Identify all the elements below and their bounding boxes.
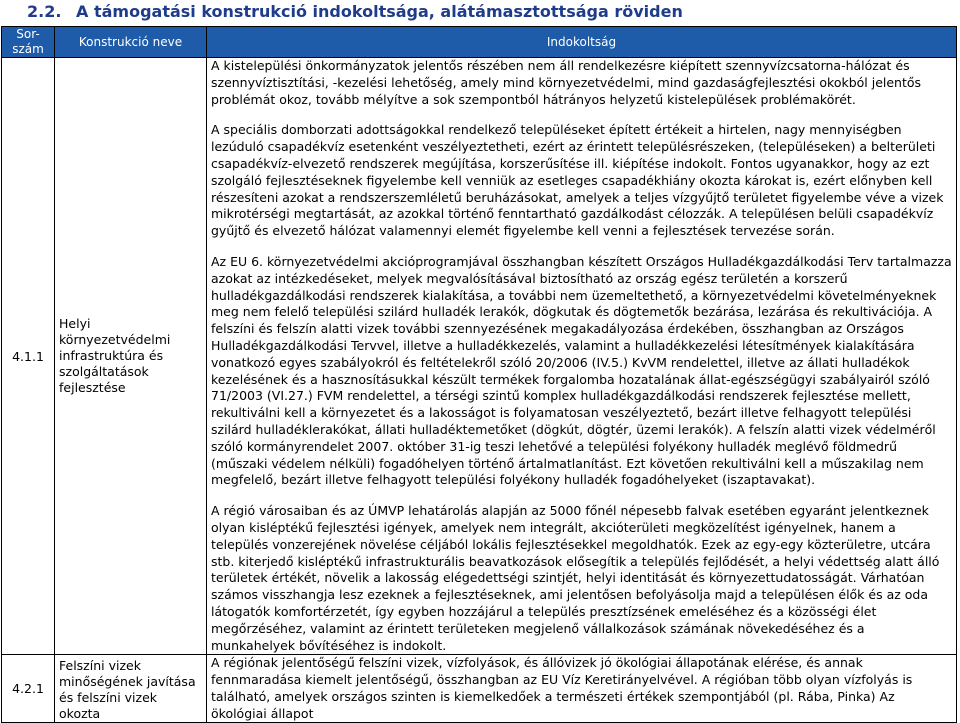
section-title: A támogatási konstrukció indokoltsága, alátámasztottsága röviden bbox=[76, 2, 683, 21]
table-row bbox=[2, 655, 957, 723]
table-row bbox=[2, 58, 957, 655]
construction-table bbox=[1, 26, 957, 723]
column-header-justification: Indokoltság bbox=[207, 27, 957, 58]
justification-paragraph: A régió városaiban és az ÚMVP lehatárolás alapján az 5000 főnél népesebb falvak esetében egyaránt jelentkeznek olyan kisléptékű fejlesztési igények, amelyek nem integrált, akcióterületi megközelítést igényelnek, hanem a település vonzerejének növelése céljából lokális fejlesztésekkel megoldhatók. Ezek az egy-egy közterületre, utcára stb. kiterjedő kisléptékű infrastrukturális beavatkozások elősegítik a település fejlődését, a helyi védettség alatt álló területek értékét, növelik a lakosság elégedettségi szintjét, helyi identitását és környezettudatosságát. Várhatóan számos visszhangja lesz ezeknek a fejlesztéseknek, ami jelentősen befolyásolja majd a településen élők és az oda látogatók komfortérzetét, így egyben hozzájárul a település presztízsének emeléséhez és a közösségi élet megőrzéséhez, valamint az érintett területeken megjelenő vállalkozások számának növekedéséhez és a munkahelyek bővítéséhez is indokolt. bbox=[211, 503, 940, 653]
section-heading bbox=[0, 0, 960, 24]
row-justification bbox=[207, 655, 957, 723]
table-header-row bbox=[2, 27, 957, 58]
justification-paragraph: A speciális domborzati adottságokkal rendelkező településeket épített értékeit a hirtelen, nagy mennyiségben lezúduló csapadékvíz esetenként veszélyeztetheti, ezért az érintett településrészeken, (településeken) a belterületi csapadékvíz-elvezető rendszerek megújítása, korszerűsítése ill. kiépítése indokolt. Fontos ugyanakkor, hogy az ezt szolgáló fejlesztéseknek figyelembe kell venniük az esetleges csapadékhiány okozta károkat is, ezért előnyben kell részesíteni azokat a rendszerszemléletű beruházásokat, amelyek a teljes vízgyűjtő területet figyelembe véve a vizek mikrotérségi megtartását, az azokkal történő fenntartható gazdálkodást célozzák. A településen belüli csapadékvíz gyűjtő és elvezető hálózat valamennyi elemét figyelembe kell venni a fejlesztések tervezése során. bbox=[211, 122, 944, 239]
column-header-serial-line1: Sor- bbox=[16, 27, 40, 41]
column-header-serial-line2: szám bbox=[12, 42, 44, 56]
row-construction-name: Felszíni vizek minőségének javítása és felszíni vizek okozta bbox=[55, 655, 207, 723]
column-header-name: Konstrukció neve bbox=[55, 27, 207, 58]
justification-paragraph: A régiónak jelentőségű felszíni vizek, vízfolyások, és állóvizek jó ökológiai állapotának elérése, és annak fennmaradása kiemelt jelentőségű, összhangban az EU Víz Keretirányelvével. A régióban több olyan vízfolyás is található, amelyek országos szinten is kiemelkedőek a természeti értékek szempontjából (pl. Rába, Pinka) Az ökológiai állapot bbox=[211, 655, 913, 721]
row-number: 4.2.1 bbox=[2, 655, 55, 723]
column-header-serial bbox=[2, 27, 55, 58]
justification-paragraph: A kistelepülési önkormányzatok jelentős részében nem áll rendelkezésre kiépített szennyvízcsatorna-hálózat és szennyvíztisztítási, -kezelési lehetőség, amely mind környezetvédelmi, mind gazdaságfejlesztési okokból jelentős problémát okoz, tovább mélyítve a sok szempontból hátrányos helyzetű kistelepülések problémakörét. bbox=[211, 58, 922, 107]
row-number: 4.1.1 bbox=[2, 58, 55, 655]
justification-paragraph: Az EU 6. környezetvédelmi akcióprogramjával összhangban készített Országos Hulladékgazdálkodási Terv tartalmazza azokat az intézkedéseket, melyek megvalósításával biztosítható az ország egész területén a korszerű hulladékgazdálkodási rendszerek kialakítása, a további nem üzemeltethető, a környezetvédelmi követelményeknek meg nem felelő települési szilárd hulladék lerakók, dögkutak és dögtemetők bezárása, lezárása és rekultivációja. A felszíni és felszín alatti vizek további szennyezésének megakadályozása érdekében, összhangban az Országos Hulladékgazdálkodási Tervvel, illetve a hulladékkezelés, valamint a hulladékkezelési létesítmények kialakítására vonatkozó egyes szabályokról és feltételekről szóló 20/2006 (IV.5.) KvVM rendelettel, illetve az állati hulladékok kezelésének és a hasznosításukkal készült termékek forgalomba hozatalának állat-egészségügyi szabályairól szóló 71/2003 (VI.27.) FVM rendelettel, a térségi szintű komplex hulladékgazdálkodási rendszerek fejlesztése mellett, rekultiválni kell a környezetet és a lakosságot is folyamatosan veszélyeztető, bezárt illetve felhagyott települési szilárd hulladéklerakókat, állati hulladéktemetőket (dögkút, dögtér, üzemi lerakók). A felszín alatti vizek védelméről szóló kormányrendelet 2007. október 31-ig teszi lehetővé a települési folyékony hulladék meglévő földmedrű (műszaki védelem nélküli) fogadóhelyen történő ártalmatlanítást. Ezt követően rekultiválni kell a műszakilag nem megfelelő, bezárt illetve felhagyott települési folyékony hulladék fogadóhelyeket (iszaptavakat). bbox=[211, 253, 952, 488]
row-justification bbox=[207, 58, 957, 655]
row-construction-name: Helyi környezetvédelmi infrastruktúra és szolgáltatások fejlesztése bbox=[55, 58, 207, 655]
section-number: 2.2. bbox=[27, 2, 62, 21]
